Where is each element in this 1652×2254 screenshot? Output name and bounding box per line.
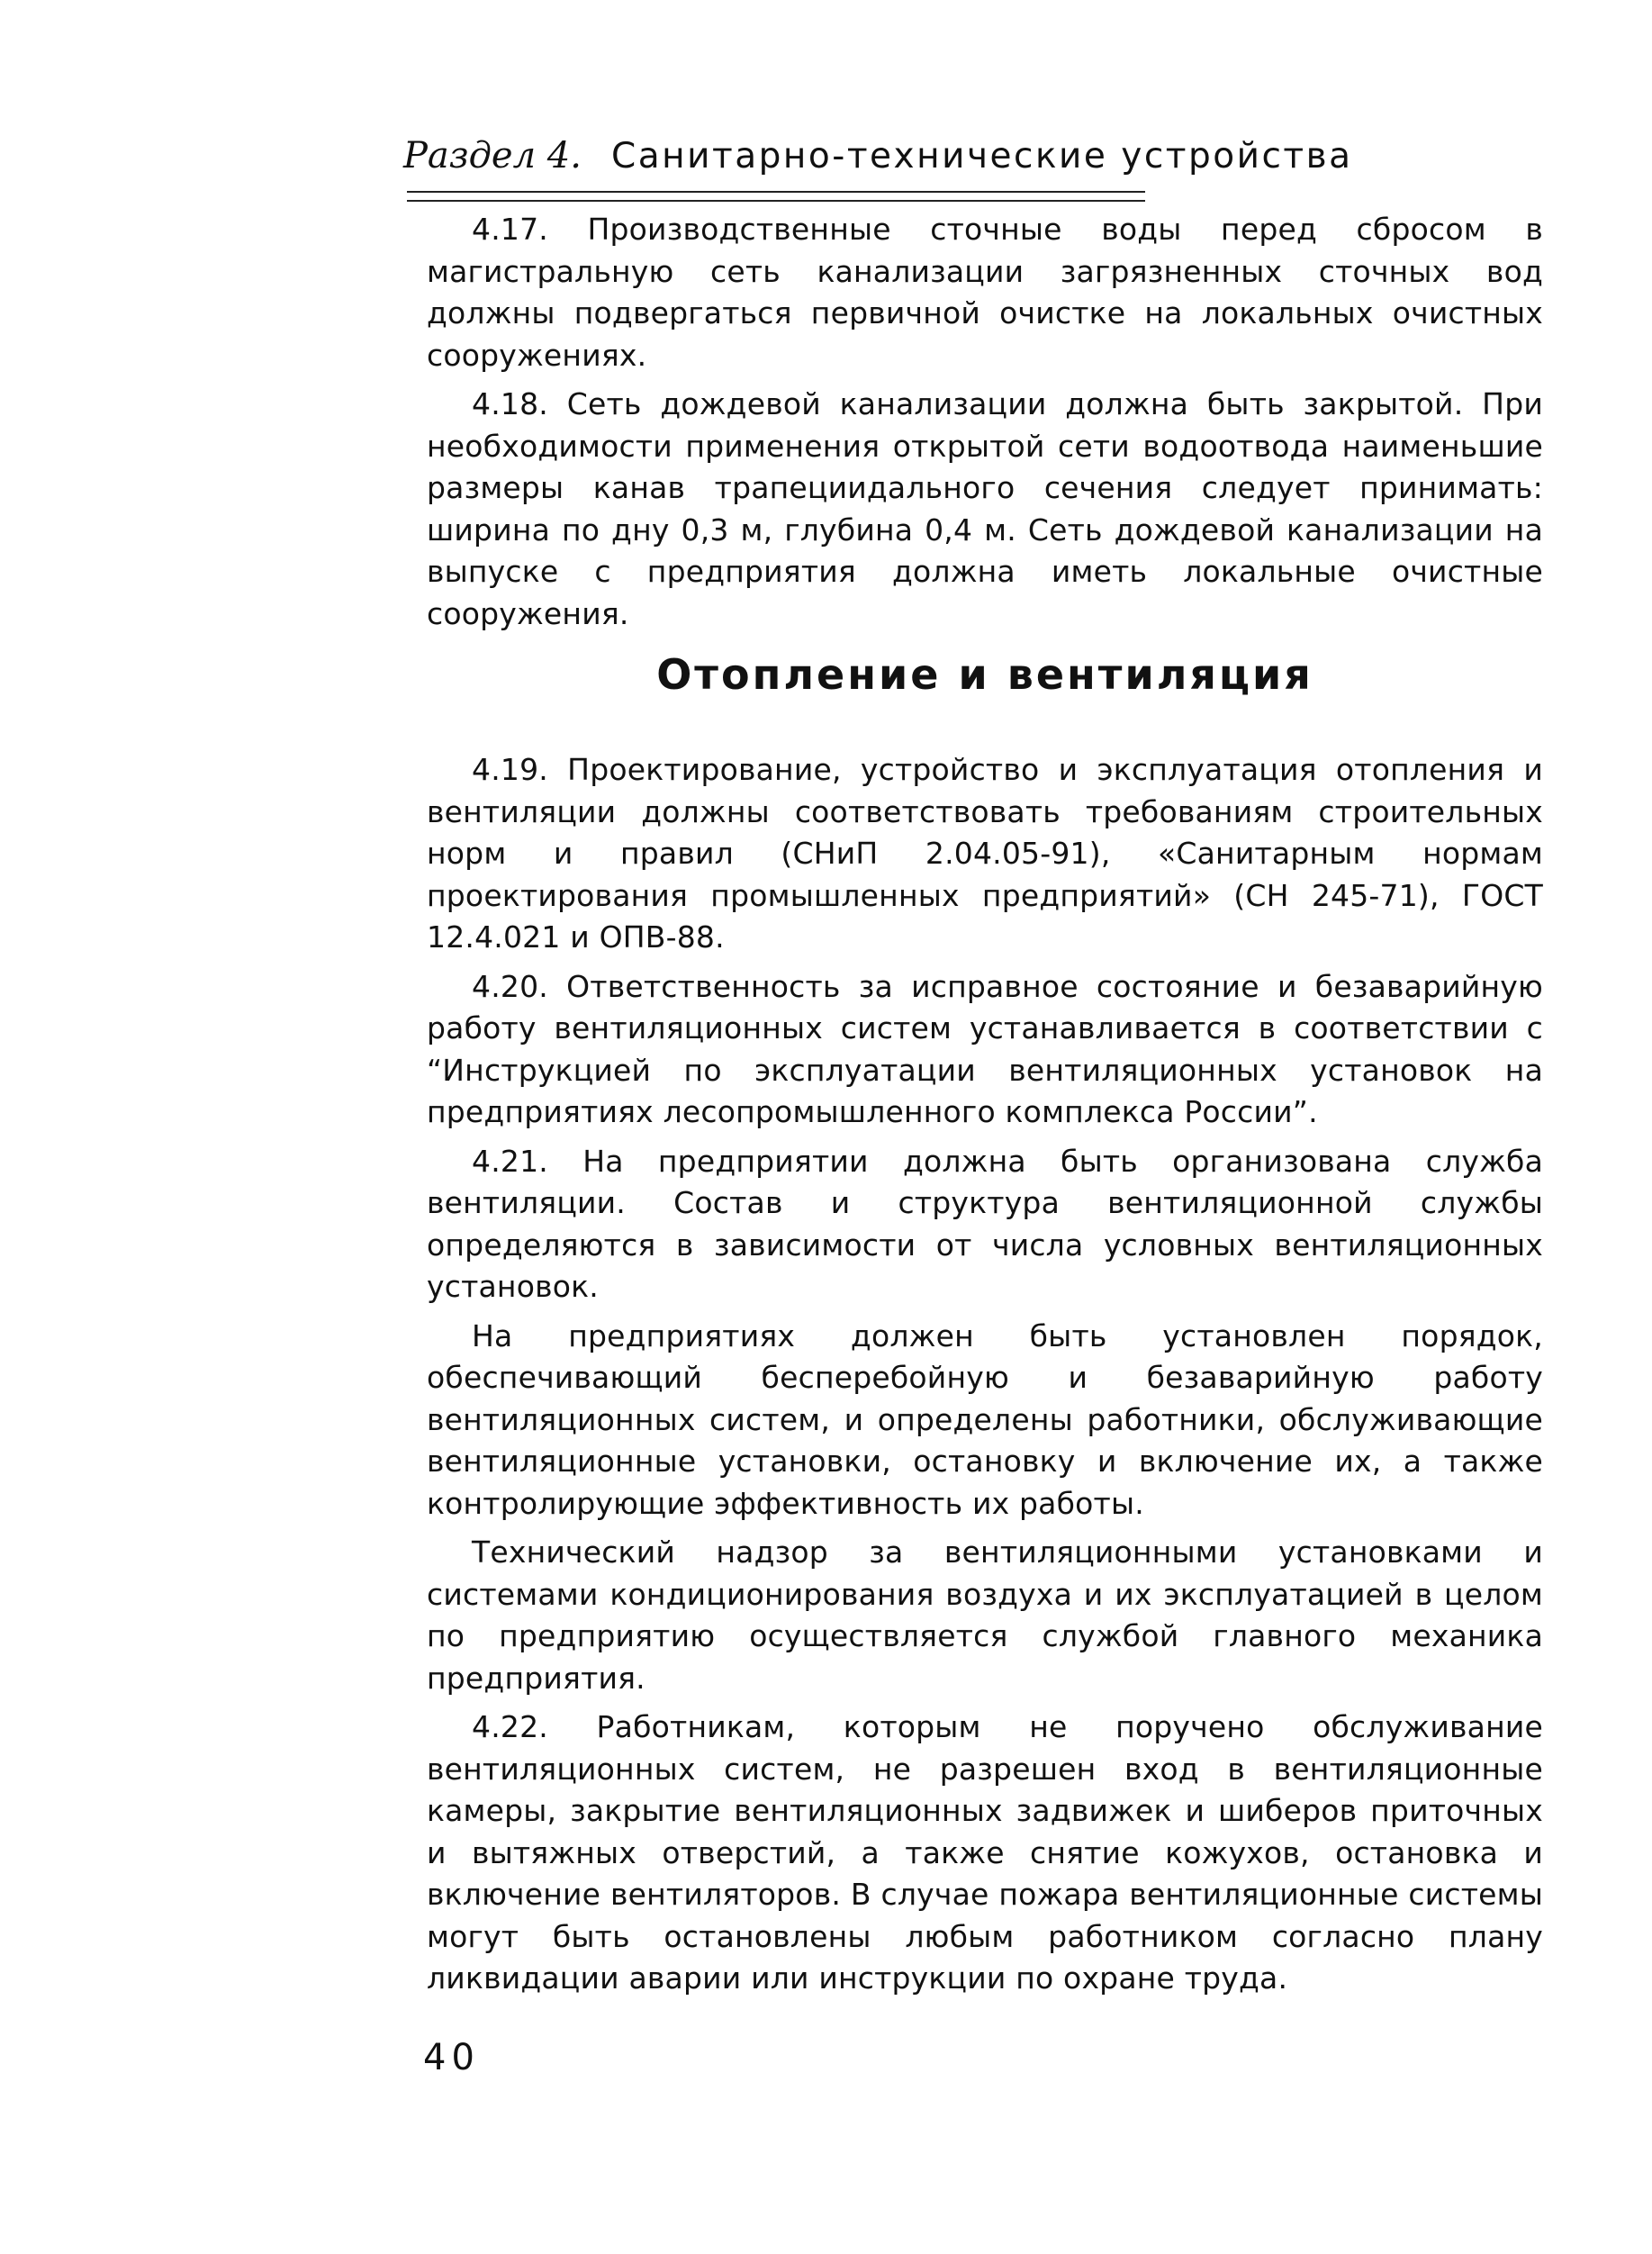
paragraph-4-20: 4.20. Ответственность за исправное состояние и безаварийную работу вентиляционных систем устанавливается в соответствии с “Инструкцией по эксплуатации вентиляционных установок на предприятиях лесопромышленного комплекса России”. [427, 968, 1543, 1129]
header-rule [407, 191, 1145, 193]
paragraph-4-22: 4.22. Работникам, которым не поручено обслуживание вентиляционных систем, не разрешен вход в вентиляционные камеры, закрытие вентиляционных задвижек и шиберов приточных и вытяжных отверстий, а также снятие кожухов, остановка и включение вентиляторов. В случае пожара вентиляционные системы могут быть остановлены любым работником согласно плану ликвидации аварии или инструкции по охране труда. [427, 1709, 1543, 1996]
paragraph-4-21-order: На предприятиях должен быть установлен порядок, обеспечивающий бесперебойную и безаварийную работу вентиляционных систем, и определены работники, обслуживающие вентиляционные установки, остановку и включение их, а также контролирующие эффективность их работы. [427, 1317, 1543, 1521]
paragraph-4-18: 4.18. Сеть дождевой канализации должна быть закрытой. При необходимости применения открытой сети водоотвода наименьшие размеры канав трапециидального сечения следует принимать: ширина по дну 0,3 м, глубина 0,4 м. Сеть дождевой канализации на выпуске с предприятия должна иметь локальные очистные сооружения. [427, 386, 1543, 631]
text-block-top [427, 209, 1543, 635]
header-rule-secondary [407, 200, 1145, 202]
page-number: 40 [423, 2037, 480, 2078]
section-heading: Отопление и вентиляция [656, 650, 1313, 699]
paragraph-4-19: 4.19. Проектирование, устройство и эксплуатация отопления и вентиляции должны соответствовать требованиям строительных норм и правил (СНиП 2.04.05-91), «Санитарным нормам проектирования промышленных предприятий» (СН 245-71), ГОСТ 12.4.021 и ОПВ-88. [427, 752, 1543, 955]
section-title: Санитарно-технические устройства [611, 136, 1353, 177]
paragraph-4-21: 4.21. На предприятии должна быть организована служба вентиляции. Состав и структура вентиляционной службы определяются в зависимости от числа условных вентиляционных установок. [427, 1143, 1543, 1304]
text-block-bottom [427, 749, 1543, 2000]
paragraph-4-17: 4.17. Производственные сточные воды перед сбросом в магистральную сеть канализации загрязненных сточных вод должны подвергаться первичной очистке на локальных очистных сооружениях. [427, 212, 1543, 373]
section-label: Раздел 4. [403, 135, 582, 177]
running-head [403, 135, 1376, 198]
paragraph-4-21-supervision: Технический надзор за вентиляционными установками и системами кондиционирования воздуха и их эксплуатацией в целом по предприятию осуществляется службой главного механика предприятия. [427, 1534, 1543, 1696]
